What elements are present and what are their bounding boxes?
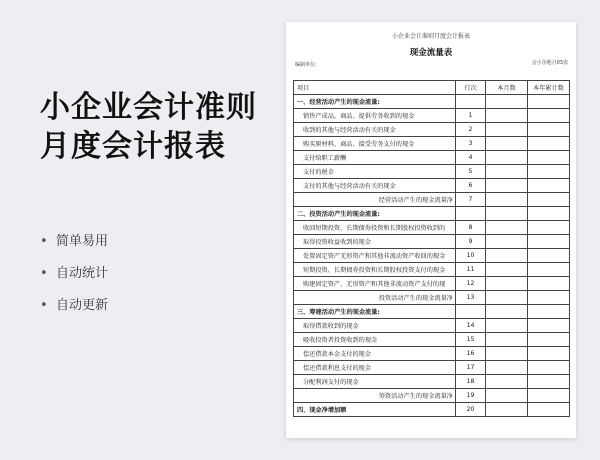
row-label: 二、投资活动产生的现金流量: [294,207,456,221]
ytd-amount-cell[interactable] [528,333,570,347]
bullet-icon: • [40,298,48,313]
month-amount-cell[interactable] [486,235,528,249]
table-row [294,235,570,249]
feature-label: 自动统计 [56,266,109,281]
row-line-number: 19 [456,389,486,403]
month-amount-cell[interactable] [486,137,528,151]
table-row [294,375,570,389]
row-label: 经营活动产生的现金流量净 [294,193,456,207]
sheet-subtitle: 现金流量表 [409,48,453,58]
row-line-number: 11 [456,263,486,277]
ytd-amount-cell[interactable] [528,207,570,221]
row-label: 处置固定资产无形资产和其他非流动资产收回的现金 [294,249,456,263]
ytd-amount-cell[interactable] [528,263,570,277]
month-amount-cell[interactable] [486,193,528,207]
bullet-icon: • [40,266,48,281]
column-header-ytd: 本年累计数 [528,81,570,95]
month-amount-cell[interactable] [486,389,528,403]
sheet-title: 小企业会计准则月度会计报表 [391,33,470,40]
row-line-number [456,207,486,221]
feature-item [40,232,108,264]
company-label: 编制单位: [295,62,317,68]
ytd-amount-cell[interactable] [528,137,570,151]
table-header-row [294,81,570,95]
row-label: 一、经营活动产生的现金流量: [294,95,456,109]
row-line-number: 17 [456,361,486,375]
row-label: 支付给职工薪酬 [294,151,456,165]
table-row [294,333,570,347]
row-line-number: 10 [456,249,486,263]
ytd-amount-cell[interactable] [528,235,570,249]
row-label: 三、筹建活动产生的现金流量: [294,305,456,319]
row-label: 投资活动产生的现金流量净 [294,291,456,305]
row-line-number: 18 [456,375,486,389]
row-label: 收到的其他与经营活动有关的现金 [294,123,456,137]
ytd-amount-cell[interactable] [528,291,570,305]
row-line-number: 13 [456,291,486,305]
promo-title-line-1: 小企业会计准则 [40,90,257,125]
row-line-number: 2 [456,123,486,137]
ytd-amount-cell[interactable] [528,151,570,165]
row-label: 购买原材料、商品、接受劳务支付的现金 [294,137,456,151]
ytd-amount-cell[interactable] [528,165,570,179]
row-label: 销售产成品、商品、提供劳务收到的现金 [294,109,456,123]
row-line-number: 15 [456,333,486,347]
month-amount-cell[interactable] [486,375,528,389]
row-label: 分配利润支付的现金 [294,375,456,389]
feature-label: 简单易用 [56,234,109,249]
month-amount-cell[interactable] [486,361,528,375]
month-amount-cell[interactable] [486,165,528,179]
column-header-month: 本月数 [486,81,528,95]
month-amount-cell[interactable] [486,277,528,291]
ytd-amount-cell[interactable] [528,221,570,235]
row-label: 支付的税金 [294,165,456,179]
month-amount-cell[interactable] [486,347,528,361]
row-line-number: 4 [456,151,486,165]
ytd-amount-cell[interactable] [528,109,570,123]
month-amount-cell[interactable] [486,403,528,417]
month-amount-cell[interactable] [486,333,528,347]
table-row [294,319,570,333]
table-row [294,221,570,235]
feature-list [40,232,108,328]
row-line-number: 9 [456,235,486,249]
row-line-number: 14 [456,319,486,333]
month-amount-cell[interactable] [486,109,528,123]
row-label: 吸收投资者投资收到的现金 [294,333,456,347]
row-label: 四、现金净增加额 [294,403,456,417]
ytd-amount-cell[interactable] [528,375,570,389]
row-line-number [456,95,486,109]
month-amount-cell[interactable] [486,263,528,277]
row-label: 短期投资、长期债券投资和长期股权投资支付的现金 [294,263,456,277]
table-row [294,403,570,417]
column-header-line: 行次 [456,81,486,95]
row-line-number: 6 [456,179,486,193]
table-row [294,109,570,123]
table-body [294,95,570,417]
month-amount-cell[interactable] [486,123,528,137]
month-amount-cell[interactable] [486,179,528,193]
row-line-number: 1 [456,109,486,123]
table-row [294,193,570,207]
row-line-number: 20 [456,403,486,417]
promo-title [40,88,257,166]
ytd-amount-cell[interactable] [528,193,570,207]
table-row [294,347,570,361]
row-line-number: 8 [456,221,486,235]
ytd-amount-cell[interactable] [528,347,570,361]
table-row [294,179,570,193]
row-line-number: 5 [456,165,486,179]
table-row [294,165,570,179]
feature-label: 自动更新 [56,298,109,313]
form-code: 会小企地月03表 [531,60,568,66]
feature-item [40,264,108,296]
promo-title-line-2: 月度会计报表 [40,129,226,164]
row-line-number [456,305,486,319]
table-row [294,277,570,291]
ytd-amount-cell[interactable] [528,249,570,263]
month-amount-cell[interactable] [486,305,528,319]
ytd-amount-cell[interactable] [528,389,570,403]
month-amount-cell[interactable] [486,95,528,109]
month-amount-cell[interactable] [486,151,528,165]
table-row [294,361,570,375]
ytd-amount-cell[interactable] [528,305,570,319]
table-row [294,95,570,109]
cash-flow-table [293,80,570,417]
ytd-amount-cell[interactable] [528,123,570,137]
ytd-amount-cell[interactable] [528,319,570,333]
row-label: 筹资活动产生的现金流量净 [294,389,456,403]
row-label: 偿还借款利息支付的现金 [294,361,456,375]
month-amount-cell[interactable] [486,319,528,333]
ytd-amount-cell[interactable] [528,95,570,109]
row-label: 购建固定资产、无形资产和其他非流动资产支付的现 [294,277,456,291]
row-line-number: 16 [456,347,486,361]
report-sheet [286,22,576,438]
bullet-icon: • [40,234,48,249]
row-label: 取得投资收益收到的现金 [294,235,456,249]
feature-item [40,296,108,328]
row-line-number: 12 [456,277,486,291]
month-amount-cell[interactable] [486,221,528,235]
month-amount-cell[interactable] [486,249,528,263]
row-label: 收回短期投资、长期债券投资和长期股权投资收到的 [294,221,456,235]
row-label: 支付的其他与经营活动有关的现金 [294,179,456,193]
table-row [294,137,570,151]
ytd-amount-cell[interactable] [528,179,570,193]
month-amount-cell[interactable] [486,291,528,305]
column-header-item: 项目 [294,81,456,95]
table-row [294,305,570,319]
table-row [294,207,570,221]
table-row [294,291,570,305]
table-row [294,263,570,277]
row-line-number: 7 [456,193,486,207]
table-row [294,151,570,165]
table-row [294,249,570,263]
row-label: 取得借款收到的现金 [294,319,456,333]
month-amount-cell[interactable] [486,207,528,221]
ytd-amount-cell[interactable] [528,403,570,417]
row-label: 偿还借款本金支付的现金 [294,347,456,361]
row-line-number: 3 [456,137,486,151]
ytd-amount-cell[interactable] [528,361,570,375]
ytd-amount-cell[interactable] [528,277,570,291]
table-row [294,389,570,403]
table-row [294,123,570,137]
